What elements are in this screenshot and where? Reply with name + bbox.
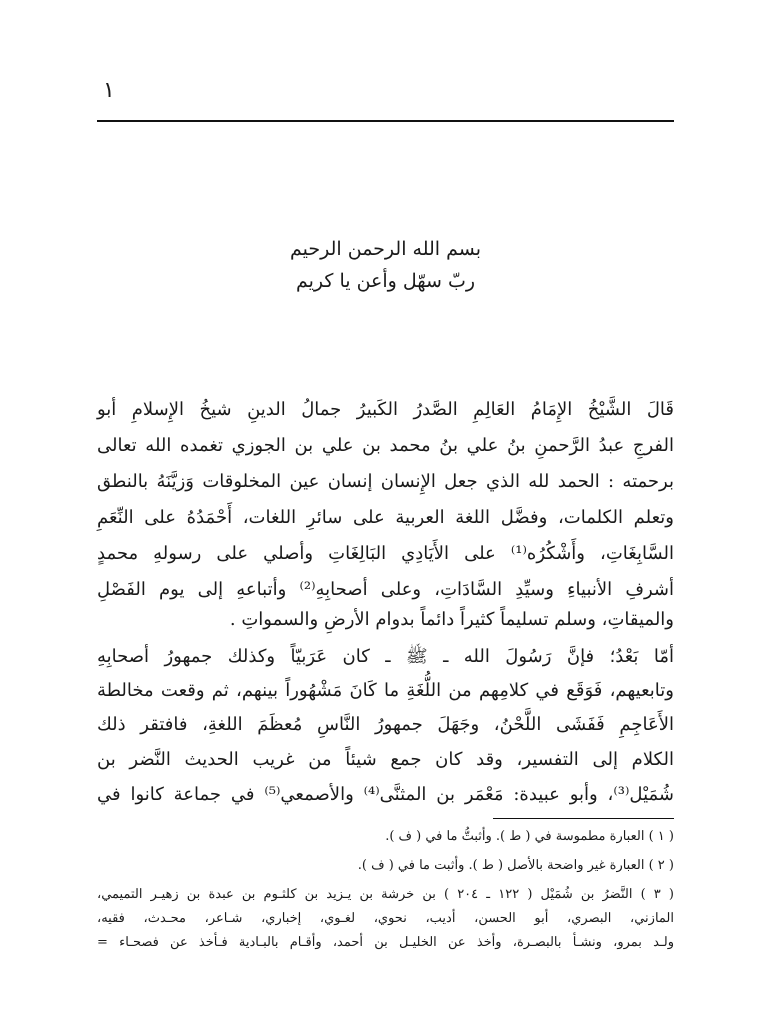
header-rule (97, 120, 674, 122)
footnote-1: ( ١ ) العبارة مطموسة في ( ط ). وأثبتُّ ما في ( ف ). (385, 829, 674, 844)
footnote-2: ( ٢ ) العبارة غير واضحة بالأصل ( ط ). وأثبت ما في ( ف ). (357, 858, 674, 873)
footnote-3: ( ٣ ) النَّضرُ بن شُمَيْل ( ١٢٢ ـ ٢٠٤ ) بن خرشة بن يـزيد بن كلثـوم بن عبدة بن زهيـر التميمي، (97, 887, 674, 902)
invocation-line: ربّ سهّل وأعن يا كريم (295, 270, 476, 292)
body-line: أشرفِ الأنبياءِ وسيِّدِ السَّادَاتِ، وعلى أصحابِهِ⁽²⁾ وأتباعهِ إلى يوم الفَصْلِ (97, 579, 675, 600)
body-line: شُمَيْل⁽³⁾، وأبو عبيدة: مَعْمَر بن المثنَّى⁽⁴⁾ والأصمعي⁽⁵⁾ في جماعة كانوا في (97, 784, 674, 805)
body-line: السَّابِغَاتِ، وأَشْكُرُه⁽¹⁾ على الأَيَادِي البَالِغَاتِ وأصلي على رسولهِ محمدٍ (97, 543, 674, 564)
footnote-rule (493, 818, 674, 819)
footnote-3-continued: ولـد بمرو، ونشـأ بالبصـرة، وأخذ عن الخليـل بن أحمد، وأقـام بالبـادية فـأخذ عن فصحـاء = (97, 935, 674, 950)
page-number: ١ (103, 78, 115, 103)
footnote-3-continued: المازني، البصري، أبو الحسن، أديب، نحوي، لغـوي، إخباري، شـاعر، محـدث، فقيه، (97, 911, 674, 926)
body-line: الأَعَاجِمِ فَفَشَى اللَّحْنُ، وجَهَلَ جمهورُ النَّاسِ مُعظَمَ اللغةِ، فافتقر ذلك (97, 714, 674, 735)
body-line: وتابعيهم، فَوَقَع في كلامِهم من اللُّغَةِ ما كَانَ مَشْهُوراً بينهم، ثم وقعت مخالطة (97, 680, 674, 701)
body-line: الفرجِ عبدُ الرَّحمنِ بنُ علي بنُ محمد بن علي بن الجوزي تغمده الله تعالى (97, 435, 674, 456)
body-line: والميقاتِ، وسلم تسليماً كثيراً دائماً بدوام الأرضِ والسمواتِ . (229, 609, 674, 630)
body-line: قَالَ الشَّيْخُ الإِمَامُ العَالِمِ الصَّدرُ الكَبيرُ جمالُ الدينِ شيخُ الإِسلامِ أبو (97, 399, 674, 420)
body-line: وتعلم الكلمات، وفضَّل اللغة العربية على سائرِ اللغات، أَحْمَدُهُ على النِّعَمِ (97, 507, 674, 528)
body-line: برحمته : الحمد لله الذي جعل الإِنسان إنسان عين المخلوقات وَزيَّنَهُ بالنطق (97, 471, 674, 492)
body-line: أمّا بَعْدُ؛ فإنَّ رَسُولَ الله ـ ﷺ ـ كان عَرَبيّاً وكذلك جمهورُ أصحابِهِ (97, 646, 674, 667)
basmala-line: بسم الله الرحمن الرحيم (290, 238, 481, 260)
body-line: الكلام إلى التفسير، وقد كان جمع شيئاً من غريب الحديث النَّضر بن (97, 749, 674, 770)
